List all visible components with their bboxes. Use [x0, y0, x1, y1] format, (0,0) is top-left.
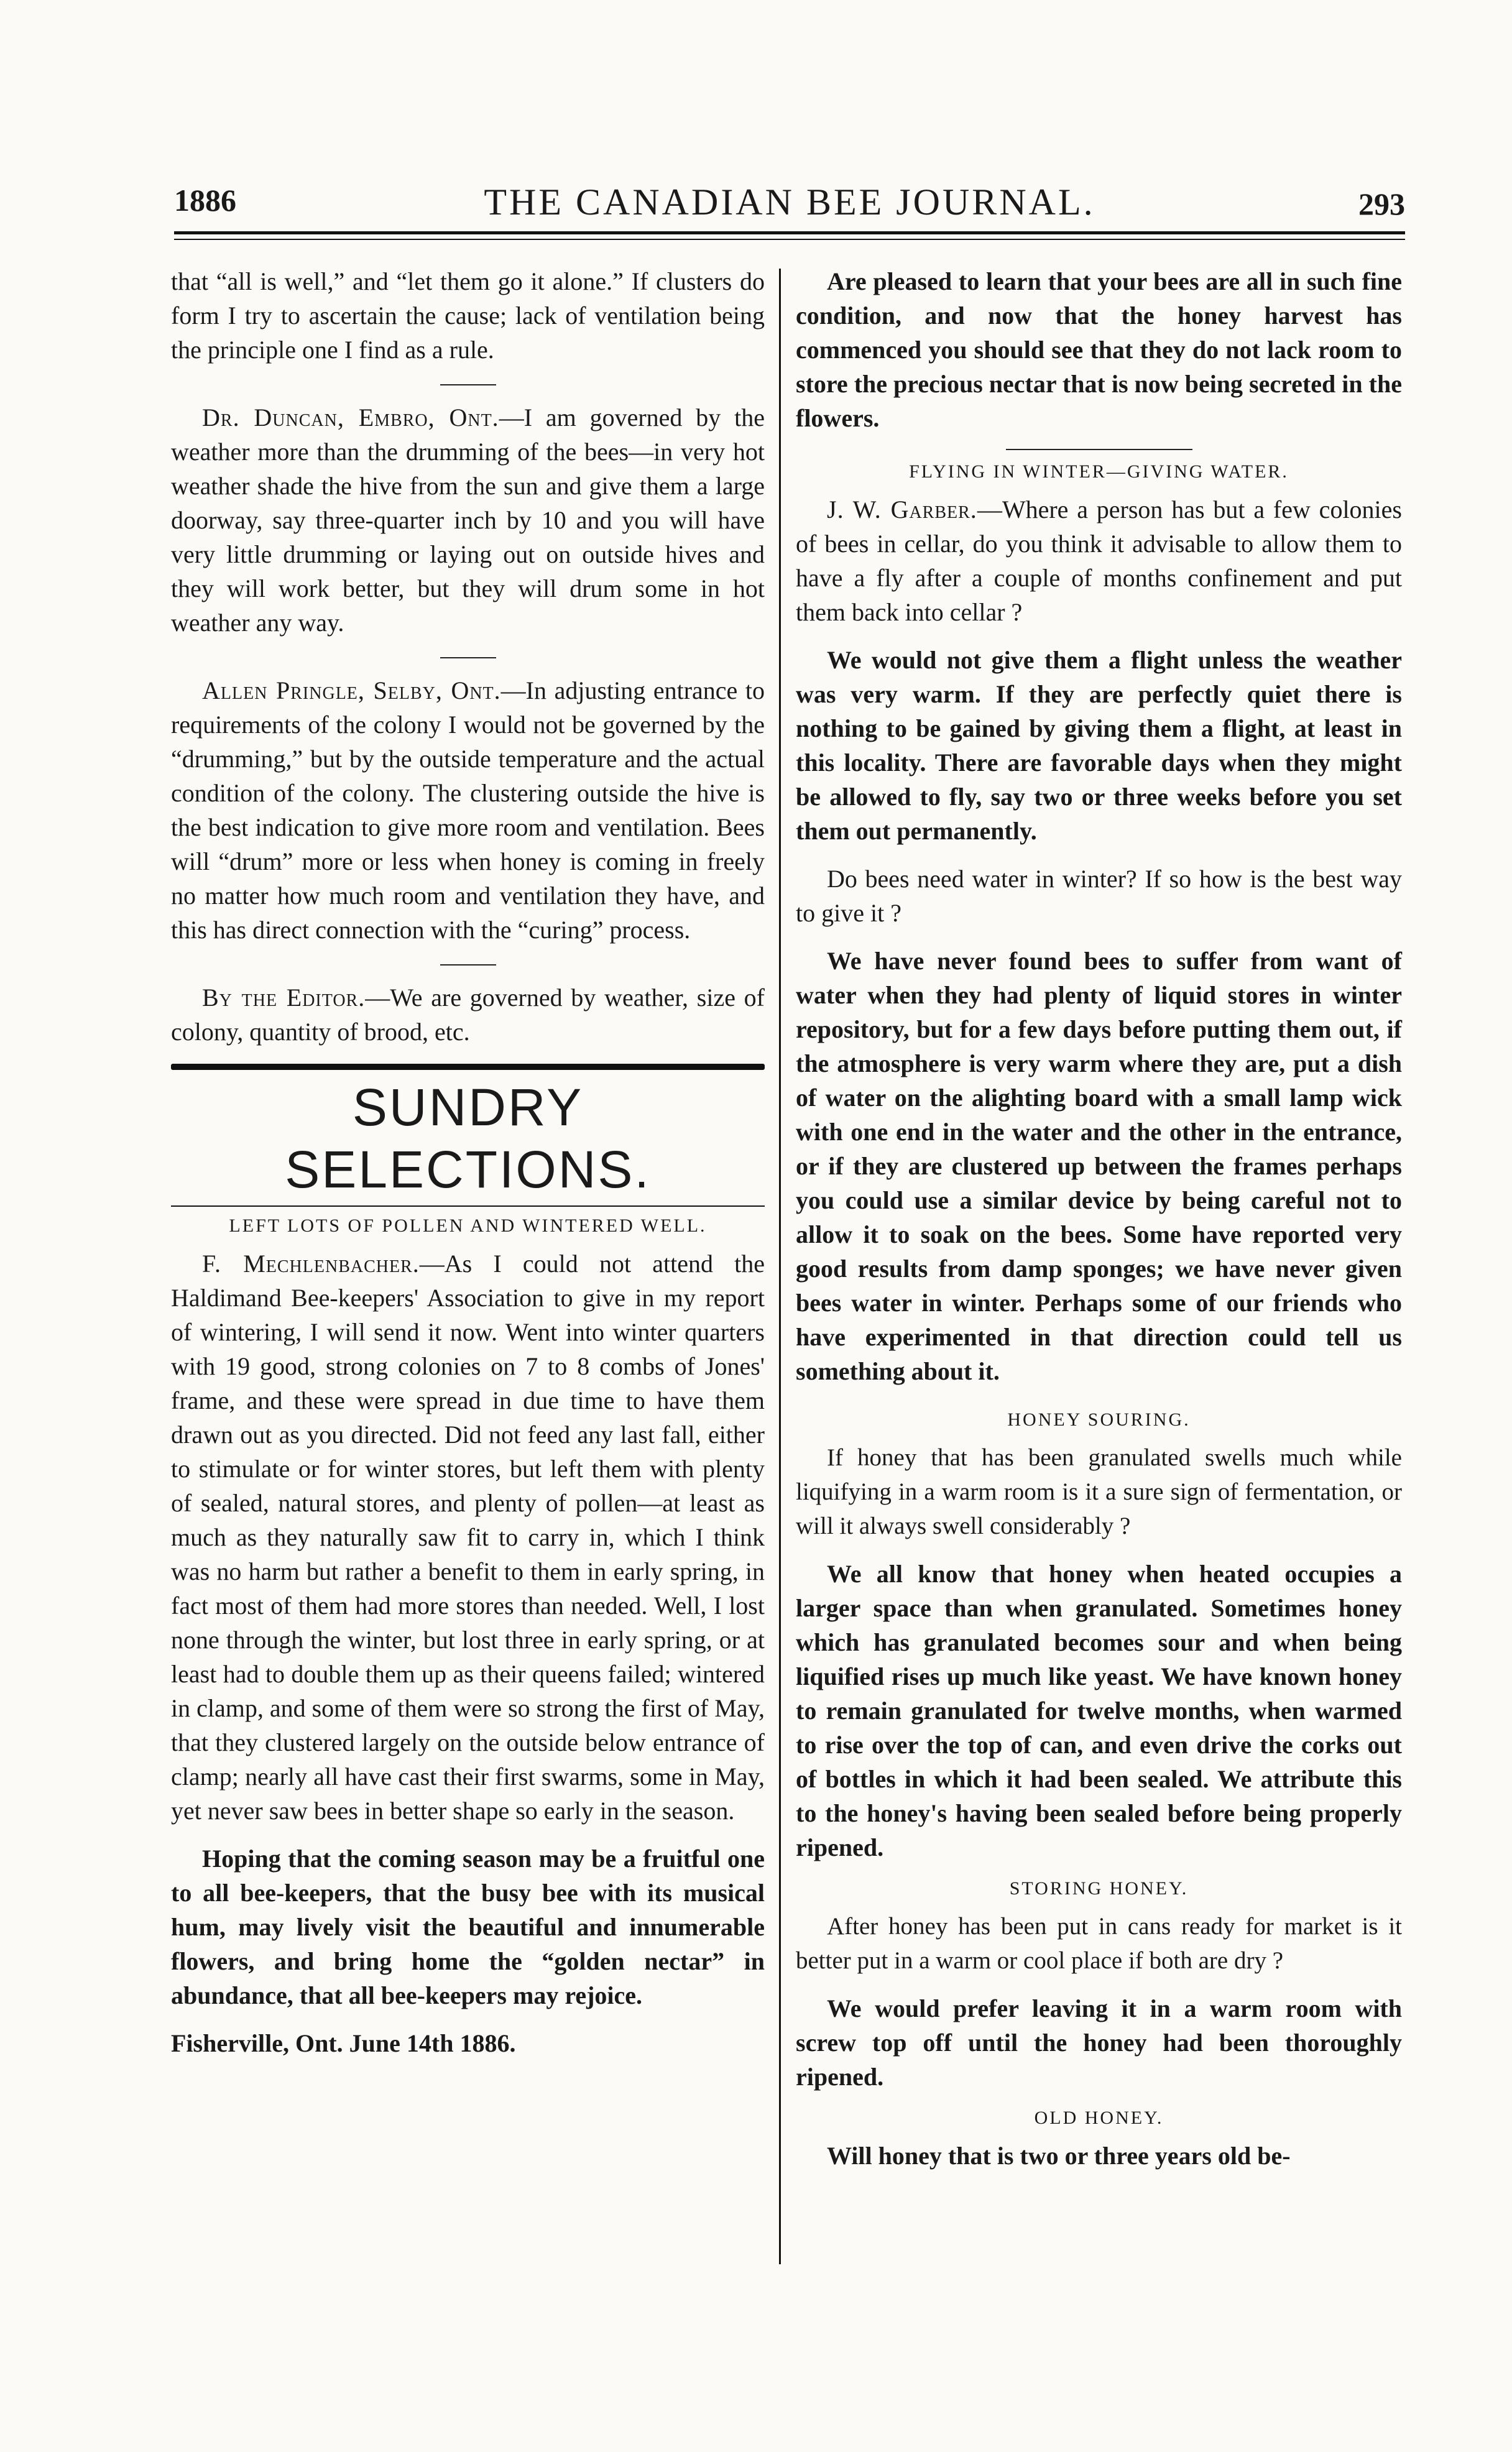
garber-name: J. W. Garber.	[827, 495, 977, 523]
pringle-paragraph	[171, 673, 765, 947]
divider	[1006, 449, 1192, 450]
section-title: SUNDRY SELECTIONS.	[285, 1078, 651, 1199]
editor-reply-5: We would prefer leaving it in a warm room with screw top off until the honey had been thoroughly ripened.	[796, 1994, 1402, 2091]
section-rule-thin	[171, 1205, 765, 1207]
page-number: 293	[1358, 187, 1405, 221]
duncan-text: —I am governed by the weather more than the drumming of the bees—in very hot weather shade the hive from the sun and give them a large doorway, say three-quarter inch by 10 and you will have very little drumming or laying out on outside hives and they will work better, but they will drum some in hot weather any way.	[171, 403, 765, 637]
journal-title: THE CANADIAN BEE JOURNAL.	[484, 182, 1095, 223]
divider	[440, 964, 496, 966]
mechlenbacher-paragraph	[171, 1247, 765, 1828]
editor-name: By the Editor.	[202, 984, 366, 1012]
duncan-paragraph	[171, 400, 765, 640]
garber-paragraph	[796, 492, 1402, 629]
header-rule	[174, 231, 1405, 234]
duncan-name: Dr. Duncan, Embro, Ont.	[202, 403, 499, 431]
editor-text: —We are governed by weather, size of colony, quantity of brood, etc.	[171, 984, 765, 1046]
subhead-flying: FLYING IN WINTER—GIVING WATER.	[909, 461, 1289, 482]
page-header	[174, 177, 1405, 227]
subhead-storing: STORING HONEY.	[1009, 1878, 1189, 1899]
divider	[440, 657, 496, 658]
subhead-souring: HONEY SOURING.	[1007, 1409, 1191, 1430]
header-rule-thin	[174, 239, 1405, 240]
pringle-name: Allen Pringle, Selby, Ont.	[202, 676, 501, 704]
signoff: Fisherville, Ont. June 14th 1886.	[171, 2029, 516, 2057]
divider	[440, 384, 496, 385]
question-water: Do bees need water in winter? If so how is the best way to give it ?	[796, 865, 1402, 927]
mechlenbacher-name: F. Mechlenbacher.	[202, 1250, 420, 1278]
right-column	[796, 264, 1402, 2187]
left-paragraph-1: that “all is well,” and “let them go it alone.” If clusters do form I try to ascertain the cause; lack of ventilation being the principle one I find as a rule.	[171, 267, 765, 364]
mechlenbacher-paragraph-2: Hoping that the coming season may be a fruitful one to all bee-keepers, that the busy bee with its musical hum, may lively visit the beautiful and innumerable flowers, and bring home the “golden nectar” in abundance, that all bee-keepers may rejoice.	[171, 1845, 765, 2009]
left-column	[171, 264, 765, 2060]
question-souring: If honey that has been granulated swells much while liquifying in a warm room is it a sure sign of fermentation, or will it always swell considerably ?	[796, 1444, 1402, 1539]
column-separator	[779, 269, 781, 2264]
header-year: 1886	[174, 183, 236, 218]
garber-text: —Where a person has but a few colonies of bees in cellar, do you think it advisable to allow them to have a fly after a couple of months confinement and put them back into cellar ?	[796, 495, 1402, 626]
editor-reply-4: We all know that honey when heated occupies a larger space than when granulated. Sometimes honey which has granulated becomes sour and when being liquified rises up much like yeast. We have known honey to remain granulated for twelve months, when warmed to rise over the top of can, and even drive the corks out of bottles in which it had been sealed. We attribute this to the honey's having been sealed before being properly ripened.	[796, 1560, 1402, 1861]
subhead-old-honey: OLD HONEY.	[1034, 2108, 1164, 2128]
question-old-honey: Will honey that is two or three years old be-	[827, 2142, 1291, 2170]
editor-paragraph	[171, 980, 765, 1049]
editor-reply-2: We would not give them a flight unless the weather was very warm. If they are perfectly quiet there is nothing to be gained by giving them a flight, at least in this locality. There are favorable days when they might be allowed to fly, say two or three weeks before you set them out permanently.	[796, 646, 1402, 845]
pringle-text: —In adjusting entrance to requirements of the colony I would not be governed by the “drumming,” but by the outside temperature and the actual condition of the colony. The clustering outside the hive is the best indication to give more room and ventilation. Bees will “drum” more or less when honey is coming in freely no matter how much room and ventilation they have, and this has direct connection with the “curing” process.	[171, 676, 765, 944]
section-rule-thick	[171, 1064, 765, 1070]
question-storing: After honey has been put in cans ready for market is it better put in a warm or cool place if both are dry ?	[796, 1913, 1402, 1974]
editor-reply-3: We have never found bees to suffer from want of water when they had plenty of liquid stores in winter repository, but for a few days before putting them out, if the atmosphere is very warm where they are, put a dish of water on the alighting board with a small lamp wick with one end in the water and the other in the entrance, or if they are clustered up between the frames perhaps you could use a similar device by being careful not to allow it to soak on the bees. Some have reported very good results from damp sponges; we have never given bees water in winter. Perhaps some of our friends who have experimented in that direction could tell us something about it.	[796, 947, 1402, 1385]
mechlenbacher-text: —As I could not attend the Haldimand Bee-keepers' Association to give in my report of wintering, I will send it now. Went into winter quarters with 19 good, strong colonies on 7 to 8 combs of Jones' frame, and these were spread in due time to have them drawn out as you directed. Did not feed any last fall, either to stimulate or for winter stores, but left them with plenty of sealed, natural stores, and plenty of pollen—at least as much as they naturally saw fit to carry in, which I think was no harm but rather a benefit to them in early spring, in fact most of them had more stores than needed. Well, I lost none through the winter, but lost three in early spring, or at least had to double them up as their queens failed; wintered in clamp, and some of them were so strong the first of May, that they clustered largely on the outside below entrance of clamp; nearly all have cast their first swarms, some in May, yet never saw bees in better shape so early in the season.	[171, 1250, 765, 1825]
editor-reply-1: Are pleased to learn that your bees are all in such fine condition, and now that the honey harvest has commenced you should see that they do not lack room to store the precious nectar that is now being secreted in the flowers.	[796, 267, 1402, 432]
subhead-pollen: LEFT LOTS OF POLLEN AND WINTERED WELL.	[229, 1215, 707, 1236]
